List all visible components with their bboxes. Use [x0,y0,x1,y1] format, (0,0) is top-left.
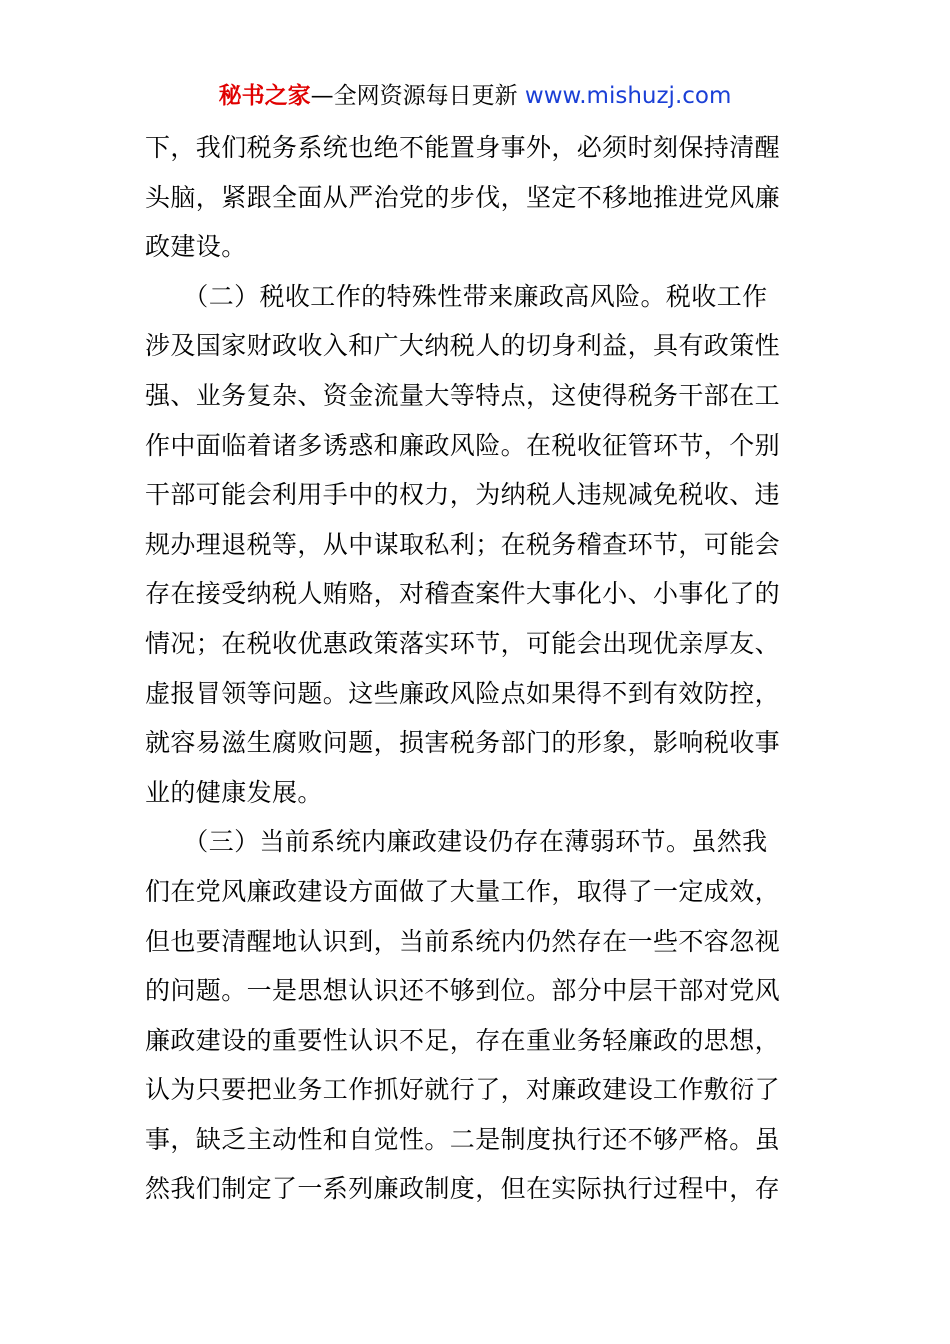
text-line: 强、业务复杂、资金流量大等特点，这使得税务干部在工 [145,380,781,410]
text-line: （二）税收工作的特殊性带来廉政高风险。税收工作 [145,281,768,311]
header-brand: 秘书之家 [218,83,311,109]
text-line: 情况；在税收优惠政策落实环节，可能会出现优亲厚友、 [145,628,781,658]
document-body [145,123,810,1214]
text-line: 规办理退税等，从中谋取私利；在税务稽查环节，可能会 [145,529,781,559]
text-line: 就容易滋生腐败问题，损害税务部门的形象，影响税收事 [145,728,781,758]
text-line: 涉及国家财政收入和广大纳税人的切身利益，具有政策性 [145,331,781,361]
header-slogan: —全网资源每日更新 [310,83,525,109]
text-line: 认为只要把业务工作抓好就行了，对廉政建设工作敷衍了 [145,1075,781,1105]
text-line: 虚报冒领等问题。这些廉政风险点如果得不到有效防控， [145,678,781,708]
text-line: 然我们制定了一系列廉政制度，但在实际执行过程中，存 [145,1174,781,1204]
text-line: 作中面临着诸多诱惑和廉政风险。在税收征管环节，个别 [145,430,781,460]
text-line: 业的健康发展。 [145,777,323,807]
page-header [0,80,950,112]
text-line: 的问题。一是思想认识还不够到位。部分中层干部对党风 [145,976,781,1006]
text-line: 但也要清醒地认识到，当前系统内仍然存在一些不容忽视 [145,926,781,956]
header-url-link[interactable]: www.mishuzj.com [524,83,732,109]
text-line: 下，我们税务系统也绝不能置身事外，必须时刻保持清醒 [145,133,781,162]
text-line: 们在党风廉政建设方面做了大量工作，取得了一定成效， [145,876,781,906]
text-line: 存在接受纳税人贿赂，对稽查案件大事化小、小事化了的 [145,579,781,609]
text-line: 事，缺乏主动性和自觉性。二是制度执行还不够严格。虽 [145,1124,781,1154]
text-line: 廉政建设的重要性认识不足，存在重业务轻廉政的思想， [145,1025,781,1055]
text-line: 干部可能会利用手中的权力，为纳税人违规减免税收、违 [145,480,781,510]
text-line: 头脑，紧跟全面从严治党的步伐，坚定不移地推进党风廉 [145,182,781,212]
text-line: （三）当前系统内廉政建设仍存在薄弱环节。虽然我 [145,827,768,857]
text-line: 政建设。 [145,232,247,262]
